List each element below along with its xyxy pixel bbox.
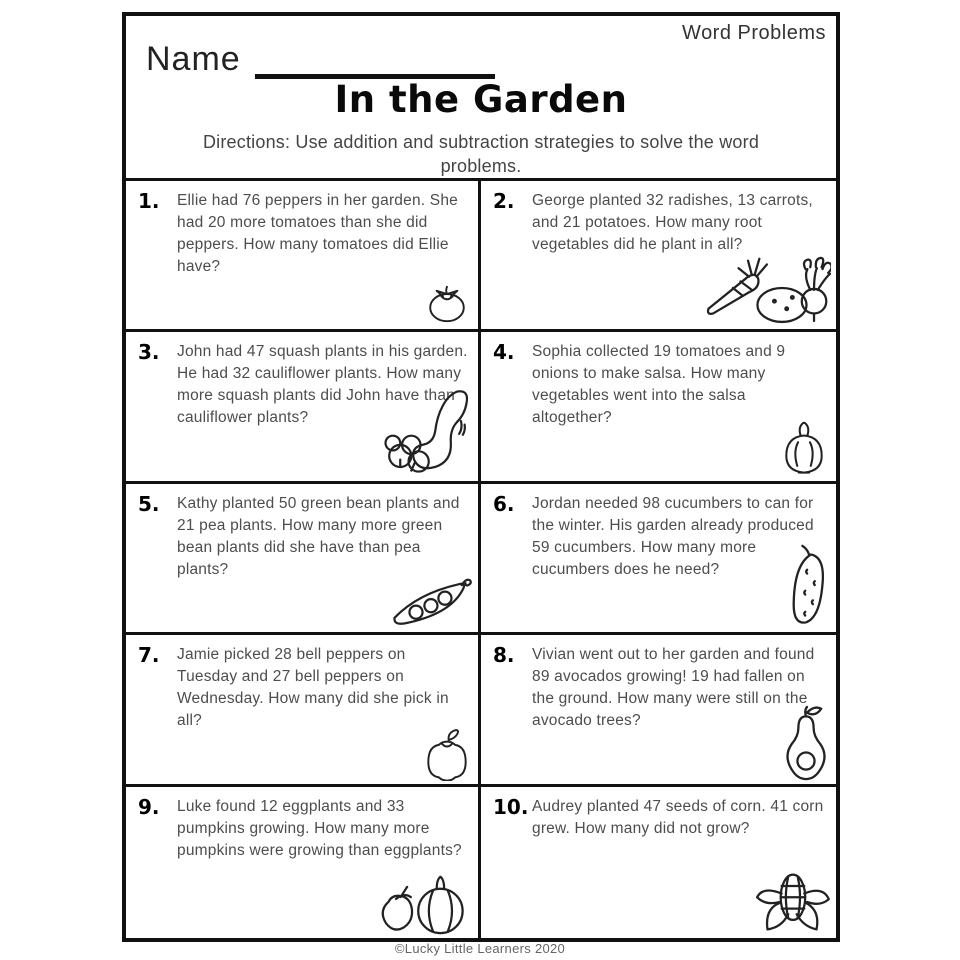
name-blank-line xyxy=(255,40,495,79)
problem-cell-6 xyxy=(481,484,836,635)
problem-number: 9. xyxy=(138,794,160,819)
problem-cell-9 xyxy=(126,787,481,938)
problem-number: 8. xyxy=(493,643,515,668)
tomato-icon xyxy=(421,278,473,326)
problem-text: Jamie picked 28 bell peppers on Tuesday and 27 bell peppers on Wednesday. How many did she pick in all? xyxy=(177,646,449,730)
problem-number: 6. xyxy=(493,491,515,516)
worksheet-page xyxy=(122,12,840,942)
name-row xyxy=(146,40,495,79)
page-title: In the Garden xyxy=(334,78,628,121)
problem-text: Luke found 12 eggplants and 33 pumpkins growing. How many more pumpkins were growing than eggplants? xyxy=(177,797,462,859)
problem-text: Sophia collected 19 tomatoes and 9 onions to make salsa. How many vegetables went into the salsa altogether? xyxy=(532,343,786,427)
onion-icon xyxy=(777,420,831,478)
problems-grid xyxy=(126,178,836,938)
cucumber-icon xyxy=(789,543,831,629)
eggplant-pumpkin-icon xyxy=(369,861,473,935)
avocado-icon xyxy=(781,705,831,781)
corner-label: Word Problems xyxy=(682,22,826,44)
problem-cell-7 xyxy=(126,635,481,786)
problem-cell-5 xyxy=(126,484,481,635)
problem-number: 3. xyxy=(138,340,160,365)
directions-text: Directions: Use addition and subtraction strategies to solve the word problems. xyxy=(202,132,760,177)
problem-cell-10 xyxy=(481,787,836,938)
problem-cell-4 xyxy=(481,332,836,483)
copyright-footer: ©Lucky Little Learners 2020 xyxy=(394,941,566,956)
problem-text: Ellie had 76 peppers in her garden. She had 20 more tomatoes than she did peppers. How many tomatoes did Ellie have? xyxy=(177,192,458,275)
problem-number: 2. xyxy=(493,189,515,213)
problem-number: 7. xyxy=(138,643,160,668)
name-label: Name xyxy=(146,40,241,78)
problem-cell-3 xyxy=(126,332,481,483)
corn-icon xyxy=(753,869,831,935)
problem-text: George planted 32 radishes, 13 carrots, and 21 potatoes. How many root vegetables did he plant in all? xyxy=(532,192,813,253)
problem-cell-2 xyxy=(481,181,836,332)
problem-text: Vivian went out to her garden and found 89 avocados growing! 19 had fallen on the ground. How many were still on the avocado trees? xyxy=(532,646,815,730)
pea-pod-icon xyxy=(387,573,473,629)
problem-text: Audrey planted 47 seeds of corn. 41 corn grew. How many did not grow? xyxy=(532,797,824,837)
problem-number: 4. xyxy=(493,340,515,365)
problem-number: 1. xyxy=(138,189,160,213)
problem-cell-8 xyxy=(481,635,836,786)
bell-pepper-icon xyxy=(421,725,473,781)
problem-text: John had 47 squash plants in his garden. He had 32 cauliflower plants. How many more squash plants did John have than cauliflower plants? xyxy=(177,343,468,427)
problem-text: Kathy planted 50 green bean plants and 21 pea plants. How many more green bean plants did she have than pea plants? xyxy=(177,494,460,578)
problem-cell-1 xyxy=(126,181,481,332)
root-vegetables-icon xyxy=(699,250,831,326)
squash-cauliflower-icon xyxy=(379,386,473,478)
problem-number: 5. xyxy=(138,491,160,516)
problem-number: 10. xyxy=(493,794,529,819)
problem-text: Jordan needed 98 cucumbers to can for the winter. His garden already produced 59 cucumbers. How many more cucumbers does he need? xyxy=(532,494,814,578)
